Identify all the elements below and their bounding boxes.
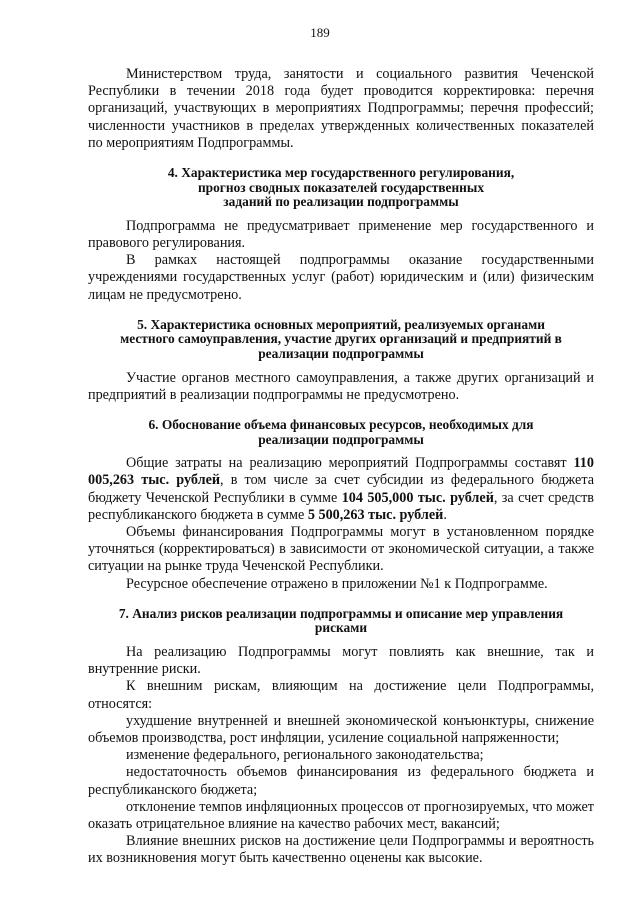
intro-paragraph: Министерством труда, занятости и социального развития Чеченской Республики в течении 2018 года будет проводится корректировка: перечня организаций, участвующих в мероприятиях Подпрограммы; перечня профессий; численности участников в пределах утвержденных количественных показателей по мероприятиям Подпрограммы. <box>88 66 594 151</box>
page-number: 189 <box>310 25 330 40</box>
section-6-paragraph: Ресурсное обеспечение отражено в приложении №1 к Подпрограмме. <box>126 575 548 592</box>
section-4-heading <box>88 166 594 210</box>
section-6-heading-line: 6. Обоснование объема финансовых ресурсов, необходимых для <box>148 417 534 432</box>
section-5-heading-line: местного самоуправления, участие других организаций и предприятий в <box>120 331 562 347</box>
total-funding-amount: 110 005,263 тыс. рублей <box>88 455 594 489</box>
funding-paragraph <box>88 455 594 524</box>
risk-list-item: ухудшение внутренней и внешней экономической конъюнктуры, снижение объемов производства, рост инфляции, усиление социальной напряженности; <box>88 712 594 747</box>
section-5-heading <box>88 318 594 362</box>
risk-list-item: недостаточность объемов финансирования из федерального бюджета и республиканского бюджета; <box>88 764 594 798</box>
section-7-paragraph: На реализацию Подпрограммы могут повлиять как внешние, так и внутренние риски. <box>88 644 594 678</box>
section-6-paragraph: Объемы финансирования Подпрограммы могут в установленном порядке уточняться (корректироваться) в зависимости от экономической ситуации, а также ситуации на рынке труда Чеченской Республики. <box>88 524 594 575</box>
risk-list-item: изменение федерального, регионального законодательства; <box>126 747 484 764</box>
section-7-heading-line: рисками <box>314 620 368 636</box>
section-5-heading-line: реализации подпрограммы <box>258 346 424 361</box>
funding-text: , за счет средств республиканского бюджета в сумме <box>88 489 595 523</box>
funding-text: . <box>443 506 447 523</box>
section-4-paragraph: Подпрограмма не предусматривает применение мер государственного и правового регулирования. <box>88 217 594 251</box>
page-content <box>88 66 594 868</box>
funding-text: , в том числе за счет субсидии из федерального бюджета бюджету Чеченской Республики в сумме <box>88 472 594 506</box>
section-7-paragraph: К внешним рискам, влияющим на достижение цели Подпрограммы, относятся: <box>88 678 594 712</box>
section-7-heading <box>88 607 594 636</box>
funding-text: Общие затраты на реализацию мероприятий Подпрограммы составят <box>126 455 574 472</box>
risk-list-item: отклонение темпов инфляционных процессов от прогнозируемых, что может оказать отрицательное влияние на качество рабочих мест, вакансий; <box>88 798 594 833</box>
section-7-heading-line: 7. Анализ рисков реализации подпрограммы и описание мер управления <box>118 605 564 621</box>
section-6-heading-line: реализации подпрограммы <box>258 431 424 447</box>
federal-funding-amount: 104 505,000 тыс. рублей <box>341 489 494 506</box>
section-4-heading-line: 4. Характеристика мер государственного регулирования, <box>167 165 515 181</box>
section-6-heading <box>88 418 594 447</box>
republic-funding-amount: 5 500,263 тыс. рублей <box>307 506 444 523</box>
section-7-paragraph: Влияние внешних рисков на достижение цели Подпрограммы и вероятность их возникновения могут быть качественно оценены как высокие. <box>88 833 594 867</box>
section-5-paragraph: Участие органов местного самоуправления, а также других организаций и предприятий в реализации подпрограммы не предусмотрено. <box>88 369 594 403</box>
section-4-heading-line: заданий по реализации подпрограммы <box>223 194 459 210</box>
section-4-heading-line: прогноз сводных показателей государственных <box>197 179 485 195</box>
section-5-heading-line: 5. Характеристика основных мероприятий, реализуемых органами <box>137 316 545 332</box>
section-4-paragraph: В рамках настоящей подпрограммы оказание государственными учреждениями государственных услуг (работ) юридическим и (или) физическим лицам не предусмотрено. <box>88 252 594 303</box>
